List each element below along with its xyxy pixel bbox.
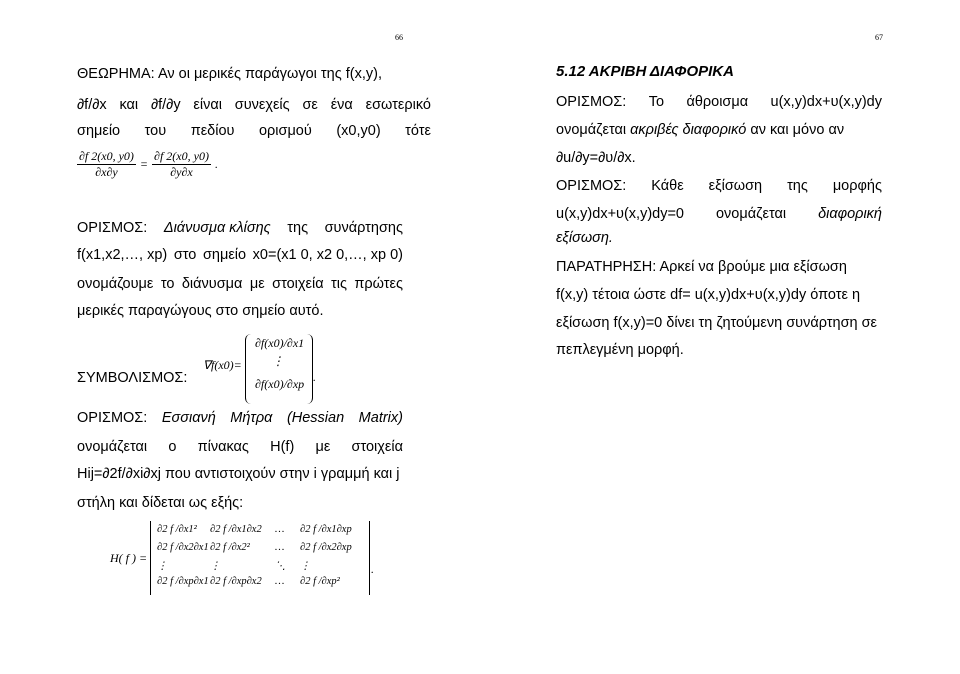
hessian-cell: ∂2 f /∂xp∂x2 — [210, 576, 262, 587]
theorem-text: Αν οι μερικές παράγωγοι της f(x,y), — [157, 66, 382, 82]
exact-def-line-2: ονομάζεται ακριβές διαφορικό αν και μόνο αν — [556, 122, 845, 138]
theorem-line-1 — [77, 65, 382, 83]
page-number: 66 — [395, 33, 403, 42]
hessian-lhs: H( f ) = — [110, 551, 148, 565]
hessian-cell: ∂2 f /∂x1² — [157, 524, 197, 535]
remark-line-4: πεπλεγμένη μορφή. — [556, 342, 684, 358]
hessian-cell: … — [275, 542, 285, 553]
hessian-cell: ∂2 f /∂x2² — [210, 542, 250, 553]
definition-label: ΟΡΙΣΜΟΣ: — [556, 94, 627, 110]
theorem-line-2: ∂f/∂x και ∂f/∂y είναι συνεχείς σε ένα εσωτερικό — [77, 97, 431, 113]
gradient-entry-dots: ⋮ — [272, 354, 284, 368]
remark-line-2: f(x,y) τέτοια ώστε df= u(x,y)dx+υ(x,y)dy όποτε η — [556, 287, 861, 303]
hessian-cell: ⋮ — [210, 561, 221, 572]
remark-line-3: εξίσωση f(x,y)=0 δίνει τη ζητούμενη συνάρτηση σε — [556, 315, 878, 331]
schwarz-formula: $\frac{\partial f 2(x0, y0)}{\partial x\partial y}$ = $\frac{\partial f 2(x0, y0)}{\partial y\partial x}$ . — [79, 149, 218, 179]
diffeq-def-line-2: u(x,y)dx+υ(x,y)dy=0 ονομάζεται διαφορική — [556, 206, 882, 222]
hessian-cell: ⋮ — [300, 561, 311, 572]
diffeq-def-line-3: εξίσωση. — [556, 230, 613, 246]
gradient-def-line-4: μερικές παραγώγους στο σημείο αυτό. — [77, 303, 324, 319]
gradient-symbol: ∇f(x0)= — [203, 358, 242, 372]
gradient-entry-p: ∂f(x0)/∂xp — [255, 377, 305, 391]
hessian-def-line-1: ΟΡΙΣΜΟΣ: Εσσιανή Μήτρα (Hessian Matrix) — [77, 410, 403, 426]
hessian-end: . — [371, 562, 374, 576]
diffeq-def-line-1: ΟΡΙΣΜΟΣ: Κάθε εξίσωση της μορφής — [556, 178, 882, 194]
hessian-cell: ∂2 f /∂x1∂xp — [300, 524, 352, 535]
gradient-def-line-3: ονομάζουμε το διάνυσμα με στοιχεία τις πρώτες — [77, 276, 403, 292]
hessian-def-line-2: ονομάζεται ο πίνακας H(f) με στοιχεία — [77, 439, 403, 455]
hessian-cell: ∂2 f /∂xp² — [300, 576, 340, 587]
hessian-cell: … — [275, 576, 285, 587]
symbolism-label: ΣΥΜΒΟΛΙΣΜΟΣ: — [77, 370, 188, 386]
gradient-def-line-1: ΟΡΙΣΜΟΣ: Διάνυσμα κλίσης της συνάρτησης — [77, 220, 403, 236]
definition-label: ΟΡΙΣΜΟΣ: — [77, 410, 148, 426]
exact-def-line-3: ∂u/∂y=∂υ/∂x. — [556, 150, 636, 166]
remark-line-1: ΠΑΡΑΤΗΡΗΣΗ: Αρκεί να βρούμε μια εξίσωση — [556, 259, 847, 275]
hessian-cell: … — [275, 524, 285, 535]
section-heading: 5.12 ΑΚΡΙΒΗ ΔΙΑΦΟΡΙΚΑ — [556, 63, 734, 80]
hessian-cell: ∂2 f /∂x2∂x1 — [157, 542, 209, 553]
hessian-cell: ∂2 f /∂xp∂x1 — [157, 576, 209, 587]
page-number: 67 — [875, 33, 883, 42]
hessian-cell: ∂2 f /∂x2∂xp — [300, 542, 352, 553]
right-page — [480, 0, 960, 674]
symbolism-end: . — [313, 370, 316, 384]
hessian-cell: ⋮ — [157, 561, 168, 572]
exact-def-line-1: ΟΡΙΣΜΟΣ: Το άθροισμα u(x,y)dx+υ(x,y)dy — [556, 94, 882, 110]
hessian-cell: ⋱ — [275, 561, 286, 572]
definition-label: ΟΡΙΣΜΟΣ: — [556, 178, 627, 194]
hessian-def-line-4: στήλη και δίδεται ως εξής: — [77, 495, 244, 511]
hessian-def-line-3: Hij=∂2f/∂xi∂xj που αντιστοιχούν στην i γραμμή και j — [77, 466, 400, 482]
theorem-line-3: σημείο του πεδίου ορισμού (x0,y0) τότε — [77, 123, 431, 139]
hessian-cell: ∂2 f /∂x1∂x2 — [210, 524, 262, 535]
gradient-entry-1: ∂f(x0)/∂x1 — [255, 336, 305, 350]
gradient-def-line-2: f(x1,x2,…, xp) στο σημείο x0=(x1 0, x2 0,…, xp 0) — [77, 247, 403, 263]
theorem-label: ΘΕΩΡΗΜΑ: — [77, 66, 155, 82]
definition-label: ΟΡΙΣΜΟΣ: — [77, 220, 148, 236]
